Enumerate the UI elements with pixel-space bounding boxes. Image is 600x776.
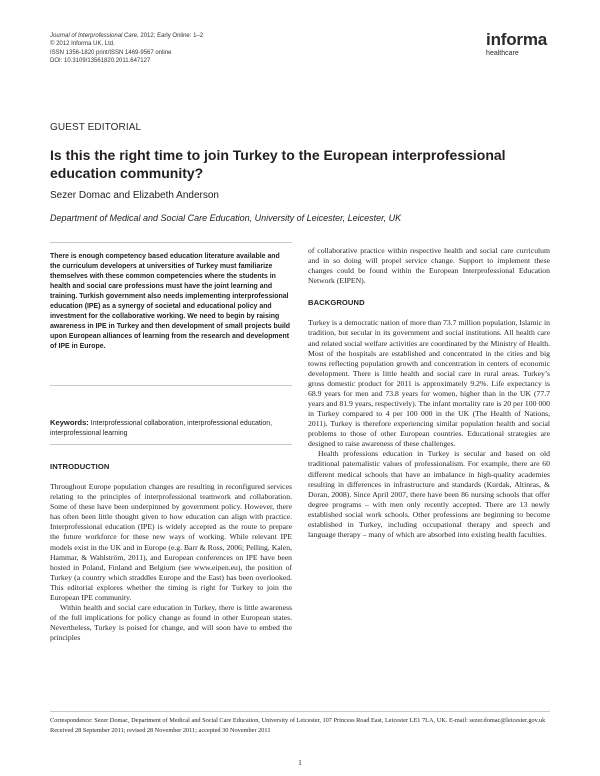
correspondence: Correspondence: Sezer Domac, Department of Medical and Social Care Education, University of Leicester, 107 Princess Road East, Leicester LE1 7LA, UK. E-mail: sezer.domac@leicester.gov.uk	[50, 717, 546, 724]
article-type: GUEST EDITORIAL	[50, 122, 142, 133]
background-paragraph-1: Turkey is a democratic nation of more than 73.7 million population, Islamic in tradition, but secular in its government and social institutions. All health care and related social welfare activities are coordinated by the Ministry of Health. Most of the hospitals are established and concentrated in the cities and big towns reflecting population growth and concentration in centers of economic development. There is little health and social care in rural areas. Turkey’s gross domestic product for 2011 is approximately 9.2%. Life expectancy is 68.9 years for men and 73.8 years for women, higher than in the UK (77.7 years and 81.9 years, respectively). The infant mortality rate is 20 per 100 000 in Turkey compared to 4 per 100 000 in the UK (The Health of Nations, 2011). Turkey is therefore experiencing similar population health and social problems to those of other European countries. Educational strategies are designed to raise awareness of these challenges.	[308, 318, 550, 449]
article-affiliation: Department of Medical and Social Care Education, University of Leicester, Leicester, UK	[50, 213, 402, 223]
introduction-paragraph-2: Within health and social care education in Turkey, there is little awareness of the full implications for policy change as found in other European states. Nevertheless, Turkey is poised for change, and will soon have to embed the principles	[50, 603, 292, 643]
journal-issue: , 2012; Early Online: 1–2	[137, 33, 204, 39]
article-authors: Sezer Domac and Elizabeth Anderson	[50, 190, 219, 201]
keywords-label: Keywords:	[50, 418, 89, 427]
abstract: There is enough competency based education literature available and the curriculum developers at universities of Turkey must familiarize themselves with these common competencies where the students in health and social care professions must have the joint learning and training. Turkish government also needs implementing interprofessional education (IPE) as a synergy of societal and educational policy and investment for the collaborative working. We need to begin by raising awareness in IPE in Turkey and then development of small projects build upon European alliances of learning from the research and development of IPE in Europe.	[50, 253, 291, 350]
publisher-name: informa	[486, 30, 547, 49]
publisher-logo	[486, 31, 547, 58]
footer-rule	[50, 711, 550, 712]
abstract-mid-rule	[50, 385, 292, 386]
right-column	[308, 246, 550, 540]
received-dates: Received 28 September 2011; revised 28 November 2011; accepted 30 November 2011	[50, 727, 271, 734]
introduction-continuation: of collaborative practice within respective health and social care curriculum and in so doing will propel service change. Support to implement these changes could be found within the European Interprofessional Education Network (EIPEN).	[308, 246, 550, 286]
introduction-section	[50, 462, 292, 643]
journal-metadata	[50, 32, 203, 66]
footer-notes	[50, 716, 550, 736]
keywords	[50, 418, 292, 439]
journal-citation	[50, 32, 203, 40]
keywords-text: Interprofessional collaboration, interprofessional education, interprofessional learning	[50, 420, 273, 437]
issn-line: ISSN 1356-1820 print/ISSN 1469-9567 online	[50, 49, 172, 56]
introduction-paragraph-1: Throughout Europe population changes are resulting in reconfigured services relating to the principles of interprofessional teamwork and collaboration. Some of these have been underpinned by government policy. However, there has often been little thought given to how education can align with practice. Interprofessional education (IPE) is widely accepted as the route to prepare the future workforce for these new ways of working. While relevant IPE models exist in the UK and in Europe (e.g. Barr & Ross, 2006; Pelling, Kalen, Hammar, & Wahlström, 2011), and European conferences on IPE have been hosted in Poland, Finland and Belgium (see www.eipen.eu), the position of Turkey (a country which straddles Europe and the East) has been overlooked. This editorial explores whether the timing is right for Turkey to join the European IPE community.	[50, 482, 292, 602]
abstract-top-rule	[50, 242, 292, 243]
page-number: 1	[298, 758, 302, 767]
background-heading: BACKGROUND	[308, 298, 365, 308]
journal-title: Journal of Interprofessional Care	[50, 33, 138, 39]
doi-line: DOI: 10.3109/13561820.2011.647127	[50, 58, 151, 65]
background-paragraph-2: Health professions education in Turkey is secular and based on old traditional paternalistic values of professionalism. For example, there are 60 different medical schools that have an imbalance in high-quality academies resulting in differences in infrastructure and standards (Kurdak, Altinras, & Doran, 2008). Since April 2007, there have been 86 nursing schools that offer degree programs – with men only recently accepted. There are 13 newly established social work schools. Other professions are beginning to become established in Turkey, including occupational therapy and speech and language therapy – many of which are absorbed into existing health faculties.	[308, 449, 550, 540]
publisher-division: healthcare	[486, 50, 519, 57]
article-title: Is this the right time to join Turkey to the European interprofessional education community?	[50, 147, 506, 181]
abstract-bottom-rule	[50, 444, 292, 445]
introduction-heading: INTRODUCTION	[50, 462, 110, 471]
copyright-line: © 2012 Informa UK, Ltd.	[50, 41, 115, 48]
